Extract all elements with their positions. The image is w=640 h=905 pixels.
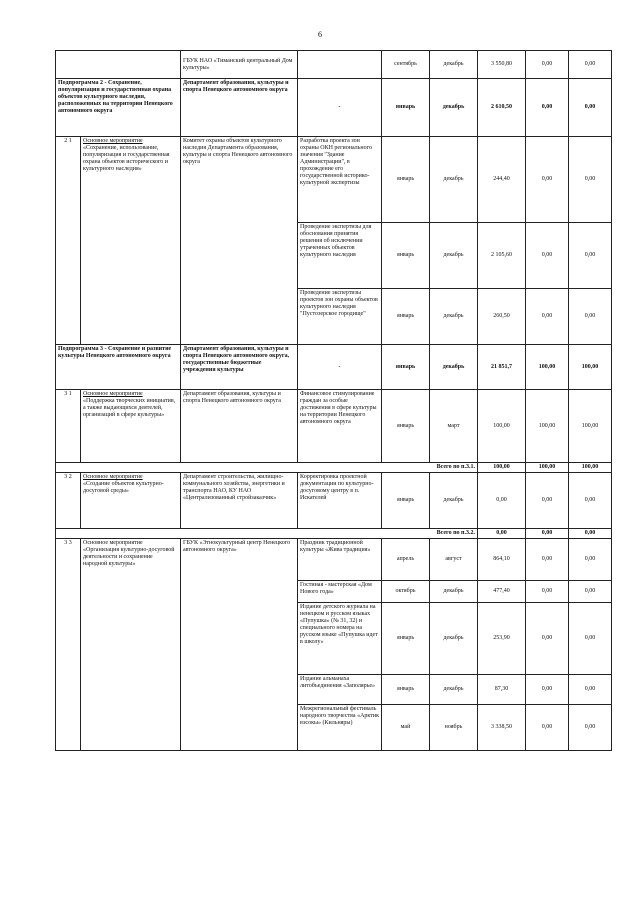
start-month-cell: апрель	[382, 539, 430, 581]
amount-cell: 100,00	[478, 390, 526, 463]
activity-label: Основное мероприятие	[83, 540, 143, 546]
end-month-cell: декабрь	[430, 473, 478, 529]
amount-cell: 0,00	[526, 79, 569, 137]
amount-cell: 3 550,80	[478, 51, 526, 79]
table-row	[56, 137, 612, 223]
activity-title: «Поддержка творческих инициатив, а также выдающихся деятелей, организаций в сфере культуры»	[83, 398, 176, 418]
end-month-cell: декабрь	[430, 581, 478, 603]
amount-cell: 0,00	[526, 137, 569, 223]
amount-cell: 0,00	[526, 675, 569, 705]
result-cell: Издание детского журнала на ненецком и русском языках «Пупушка» (№ 31, 32) и специального номера на русском языке «Пупушка идет в школу»	[298, 603, 382, 675]
executor-cell: Комитет охраны объектов культурного наследия Департамента образования, культуры и спорта Ненецкого автономного округа	[181, 137, 298, 345]
amount-cell: 2 610,50	[478, 79, 526, 137]
program-table	[55, 50, 612, 751]
item-number: 3 1	[56, 390, 81, 463]
subprogram-row	[56, 345, 612, 390]
amount-cell: 0,00	[569, 675, 612, 705]
amount-cell: 864,10	[478, 539, 526, 581]
start-month-cell: январь	[382, 223, 430, 289]
end-month-cell: декабрь	[430, 345, 478, 390]
activity-name	[81, 473, 181, 529]
amount-cell: 0,00	[526, 289, 569, 345]
activity-title: «Создание объектов культурно-досуговой среды»	[83, 481, 164, 494]
end-month-cell: ноябрь	[430, 705, 478, 751]
total-label: Всего по п.3.2.	[56, 529, 478, 539]
amount-cell: 100,00	[526, 390, 569, 463]
executor-cell: Департамент образования, культуры и спорта Ненецкого автономного округа, государственные бюджетные учреждения культуры	[181, 345, 298, 390]
activity-label: Основное мероприятие	[83, 138, 143, 144]
amount-cell: 0,00	[526, 223, 569, 289]
activity-name	[81, 539, 181, 751]
start-month-cell: сентябрь	[382, 51, 430, 79]
result-cell	[298, 51, 382, 79]
amount-cell: 0,00	[478, 473, 526, 529]
end-month-cell: декабрь	[430, 223, 478, 289]
start-month-cell: январь	[382, 345, 430, 390]
amount-cell: 244,40	[478, 137, 526, 223]
result-cell: Праздник традиционной культуры «Жива традиция»	[298, 539, 382, 581]
amount-cell: 87,30	[478, 675, 526, 705]
end-month-cell: август	[430, 539, 478, 581]
amount-cell: 0,00	[569, 79, 612, 137]
end-month-cell: декабрь	[430, 289, 478, 345]
amount-cell: 0,00	[569, 705, 612, 751]
table-row	[56, 539, 612, 581]
item-number: 3 3	[56, 539, 81, 751]
amount-cell: 0,00	[526, 473, 569, 529]
item-number: 2 1	[56, 137, 81, 345]
amount-cell: 0,00	[526, 705, 569, 751]
start-month-cell: январь	[382, 473, 430, 529]
end-month-cell: декабрь	[430, 603, 478, 675]
amount-cell: 0,00	[526, 581, 569, 603]
amount-cell: 253,90	[478, 603, 526, 675]
end-month-cell: март	[430, 390, 478, 463]
amount-cell: 0,00	[569, 289, 612, 345]
total-row	[56, 463, 612, 473]
result-cell: Корректировка проектной документации по культурно-досуговому центру в п. Искателей	[298, 473, 382, 529]
subprogram-name: Подпрограмма 3 - Сохранение и развитие культуры Ненецкого автономного округа	[56, 345, 181, 390]
amount-cell: 0,00	[569, 603, 612, 675]
subprogram-name: Подпрограмма 2 - Сохранение, популяризация и государственная охрана объектов культурного наследия, расположенных на территории Ненецкого автономного округа	[56, 79, 181, 137]
end-month-cell: декабрь	[430, 137, 478, 223]
total-label: Всего по п.3.1.	[56, 463, 478, 473]
amount-cell: 0,00	[526, 539, 569, 581]
executor-cell: ГБУК «Этнокультурный центр Ненецкого автономного округа»	[181, 539, 298, 751]
start-month-cell: май	[382, 705, 430, 751]
end-month-cell: декабрь	[430, 51, 478, 79]
start-month-cell: январь	[382, 137, 430, 223]
empty-cell	[56, 51, 181, 79]
activity-name	[81, 137, 181, 345]
activity-title: «Организация культурно-досуговой деятельности и сохранение народной культуры»	[83, 547, 175, 567]
result-cell: -	[298, 345, 382, 390]
amount-cell: 100,00	[526, 345, 569, 390]
amount-cell: 0,00	[478, 529, 526, 539]
table-row	[56, 473, 612, 529]
amount-cell: 100,00	[569, 463, 612, 473]
activity-title: «Сохранение, использование, популяризация и государственная охрана объектов исторического и культурного наследия»	[83, 145, 170, 172]
end-month-cell: декабрь	[430, 675, 478, 705]
result-cell: Финансовое стимулирование граждан за особые достижения в сфере культуры на территории Ненецкого автономного округа	[298, 390, 382, 463]
executor-cell: Департамент образования, культуры и спорта Ненецкого автономного округа	[181, 390, 298, 463]
result-cell: Разработка проекта зон охраны ОКН регионального значения "Здание Администрации", в прохождение его государственной историко-культурной экспертизы	[298, 137, 382, 223]
start-month-cell: октябрь	[382, 581, 430, 603]
amount-cell: 0,00	[569, 581, 612, 603]
executor-cell: Департамент образования, культуры и спорта Ненецкого автономного округа	[181, 79, 298, 137]
executor-cell: ГБУК НАО «Тиманский центральный Дом культуры»	[181, 51, 298, 79]
amount-cell: 100,00	[569, 345, 612, 390]
subprogram-row	[56, 79, 612, 137]
end-month-cell: декабрь	[430, 79, 478, 137]
amount-cell: 0,00	[569, 529, 612, 539]
amount-cell: 100,00	[569, 390, 612, 463]
amount-cell: 3 338,50	[478, 705, 526, 751]
amount-cell: 100,00	[526, 463, 569, 473]
table-row	[56, 390, 612, 463]
activity-label: Основное мероприятие	[83, 474, 143, 480]
table-row	[56, 51, 612, 79]
result-cell: Проведение экспертизы для обоснования принятия решения об исключении утраченных объектов культурного наследия	[298, 223, 382, 289]
result-cell: Проведение экспертизы проектов зон охраны объектов культурного наследия "Пустозерское городище"	[298, 289, 382, 345]
item-number: 3 2	[56, 473, 81, 529]
amount-cell: 260,50	[478, 289, 526, 345]
amount-cell: 2 105,60	[478, 223, 526, 289]
amount-cell: 0,00	[526, 51, 569, 79]
activity-label: Основное мероприятие	[83, 391, 143, 397]
amount-cell: 0,00	[569, 137, 612, 223]
result-cell: Издание альманаха литобъединения «Заполярье»	[298, 675, 382, 705]
start-month-cell: январь	[382, 675, 430, 705]
amount-cell: 0,00	[569, 223, 612, 289]
start-month-cell: январь	[382, 390, 430, 463]
amount-cell: 477,40	[478, 581, 526, 603]
start-month-cell: январь	[382, 603, 430, 675]
amount-cell: 0,00	[526, 603, 569, 675]
start-month-cell: январь	[382, 289, 430, 345]
start-month-cell: январь	[382, 79, 430, 137]
amount-cell: 0,00	[569, 473, 612, 529]
amount-cell: 0,00	[569, 539, 612, 581]
activity-name	[81, 390, 181, 463]
amount-cell: 0,00	[569, 51, 612, 79]
amount-cell: 0,00	[526, 529, 569, 539]
result-cell: Межрегиональный фестиваль народного творчества «Арктик вэсокы» (Кильняры)	[298, 705, 382, 751]
result-cell: -	[298, 79, 382, 137]
page-number: 6	[318, 30, 322, 39]
amount-cell: 21 851,7	[478, 345, 526, 390]
total-row	[56, 529, 612, 539]
result-cell: Гостиная - мастерская «Дом Нового года»	[298, 581, 382, 603]
executor-cell: Департамент строительства, жилищно-коммунального хозяйства, энергетики и транспорта НАО, КУ НАО «Централизованный стройзаказчик»	[181, 473, 298, 529]
amount-cell: 100,00	[478, 463, 526, 473]
